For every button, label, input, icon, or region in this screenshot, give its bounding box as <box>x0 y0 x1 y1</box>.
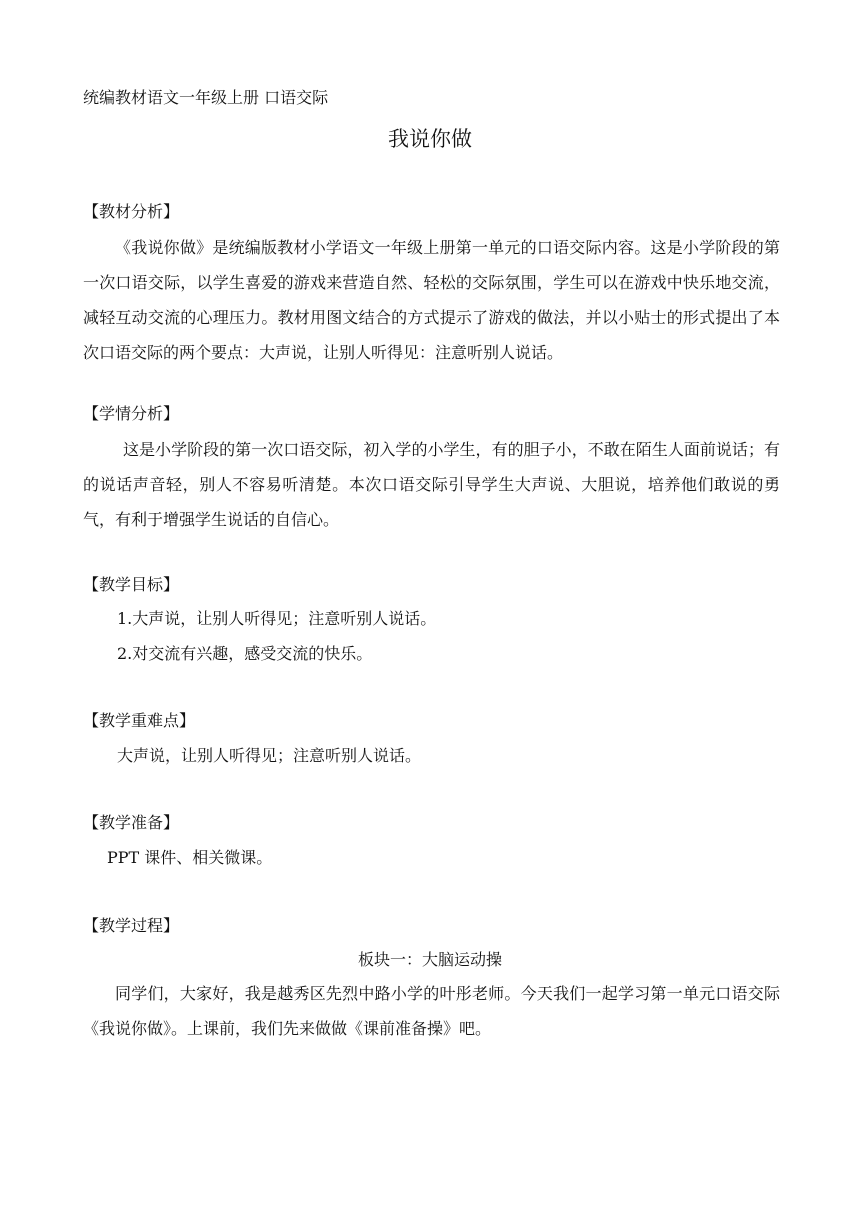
block-title: 板块一：大脑运动操 <box>357 950 502 969</box>
section-heading-analysis: 【教材分析】 <box>83 202 180 221</box>
section-text-key-points: 大声说，让别人听得见；注意听别人说话。 <box>117 746 422 765</box>
page-title: 我说你做 <box>388 127 472 151</box>
section-heading-preparation: 【教学准备】 <box>83 813 180 832</box>
section-heading-goals: 【教学目标】 <box>83 575 180 594</box>
section-heading-students: 【学情分析】 <box>83 404 180 423</box>
goal-item-2: 2.对交流有兴趣，感受交流的快乐。 <box>117 644 373 663</box>
section-text-preparation: PPT 课件、相关微课。 <box>107 848 273 867</box>
document-header: 统编教材语文一年级上册 口语交际 <box>83 88 329 107</box>
section-heading-process: 【教学过程】 <box>83 916 180 935</box>
section-text-students: 这是小学阶段的第一次口语交际，初入学的小学生，有的胆子小，不敢在陌生人面前说话；有的说话声音轻，别人不容易听清楚。本次口语交际引导学生大声说、大胆说，培养他们敢说的勇气，有利于增强学生说话的自信心。 <box>83 440 780 529</box>
goal-item-1: 1.大声说，让别人听得见；注意听别人说话。 <box>117 609 437 628</box>
section-text-analysis: 《我说你做》是统编版教材小学语文一年级上册第一单元的口语交际内容。这是小学阶段的第一次口语交际，以学生喜爱的游戏来营造自然、轻松的交际氛围，学生可以在游戏中快乐地交流，减轻互动交流的心理压力。教材用图文结合的方式提示了游戏的做法，并以小贴士的形式提出了本次口语交际的两个要点：大声说，让别人听得见：注意听别人说话。 <box>83 238 780 362</box>
section-heading-key-points: 【教学重难点】 <box>83 711 196 730</box>
section-text-process: 同学们，大家好，我是越秀区先烈中路小学的叶彤老师。今天我们一起学习第一单元口语交际《我说你做》。上课前，我们先来做做《课前准备操》吧。 <box>83 984 780 1038</box>
